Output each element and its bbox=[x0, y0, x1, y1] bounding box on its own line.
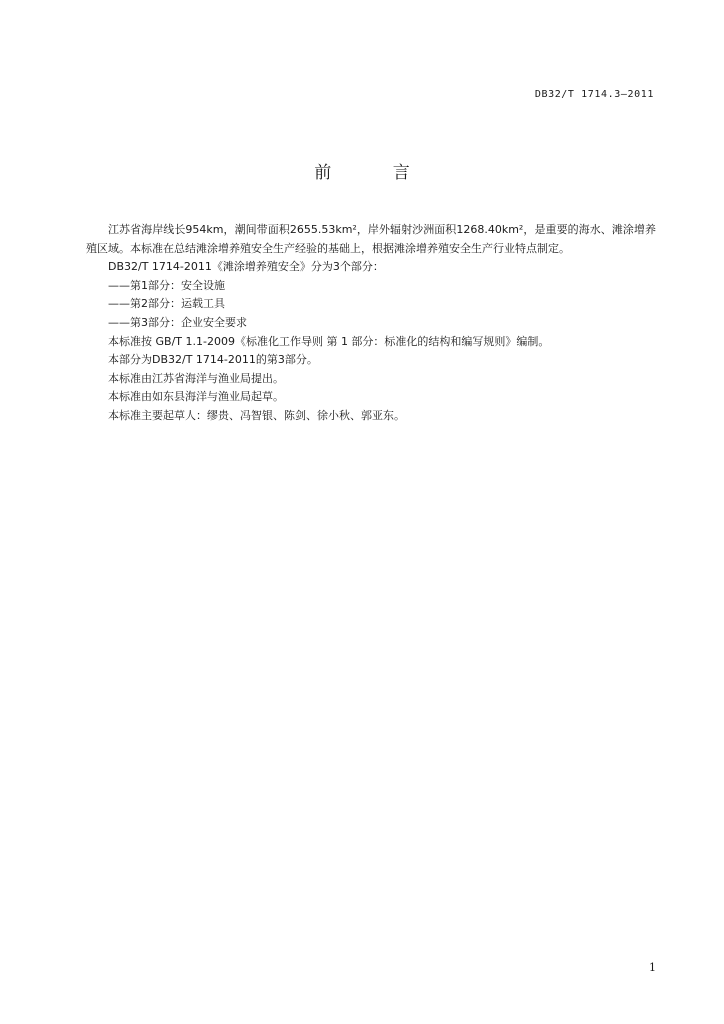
part-statement-paragraph: 本部分为DB32/T 1714-2011的第3部分。 bbox=[108, 353, 318, 367]
drafters-paragraph: 本标准主要起草人：缪贵、冯智银、陈剑、徐小秋、郭亚东。 bbox=[108, 408, 405, 422]
page-number: 1 bbox=[649, 961, 656, 974]
part-1-item: ——第1部分：安全设施 bbox=[108, 278, 225, 292]
drafter-org-paragraph: 本标准由如东县海洋与渔业局起草。 bbox=[108, 390, 284, 404]
part-3-item: ——第3部分：企业安全要求 bbox=[108, 315, 247, 329]
intro-paragraph: 江苏省海岸线长954km，潮间带面积2655.53km²，岸外辐射沙洲面积1268.40km²，是重要的海水、滩涂增养殖区域。本标准在总结滩涂增养殖安全生产经验的基础上，根据滩涂增养殖安全生产行业特点制定。 bbox=[86, 223, 656, 255]
drafting-rule-paragraph: 本标准按 GB/T 1.1-2009《标准化工作导则 第 1 部分：标准化的结构和编写规则》编制。 bbox=[108, 334, 550, 348]
part-2-item: ——第2部分：运载工具 bbox=[108, 297, 225, 311]
standard-code: DB32/T 1714.3—2011 bbox=[534, 89, 654, 100]
foreword-body bbox=[86, 221, 656, 426]
parts-intro-paragraph: DB32/T 1714-2011《滩涂增养殖安全》分为3个部分： bbox=[108, 260, 384, 274]
proposer-paragraph: 本标准由江苏省海洋与渔业局提出。 bbox=[108, 371, 284, 385]
page-title: 前 言 bbox=[314, 163, 438, 183]
